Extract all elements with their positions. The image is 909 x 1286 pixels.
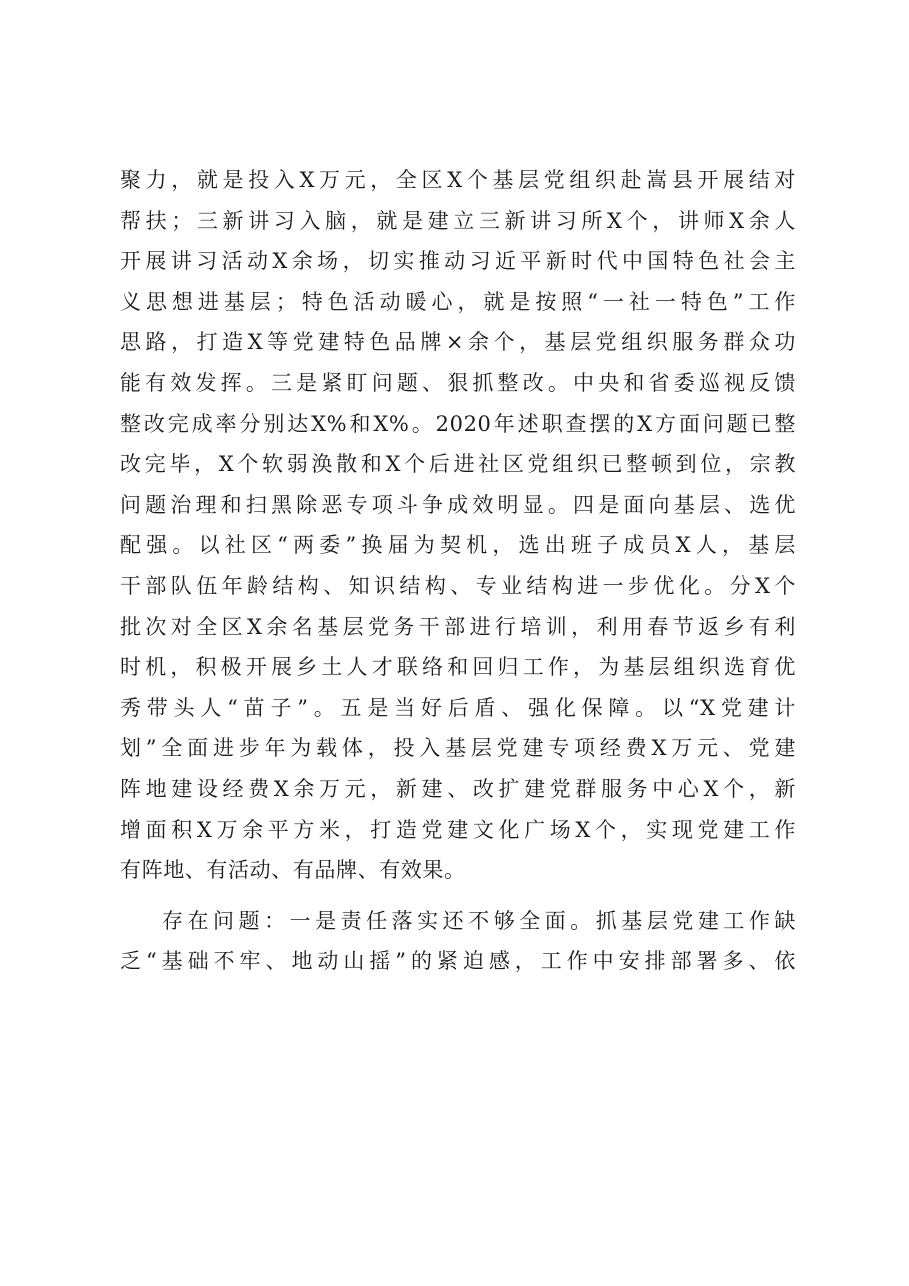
text-line: 开展讲习活动X余场，切实推动习近平新时代中国特色社会主 — [120, 249, 796, 274]
text-line: 配强。以社区“两委”换届为契机，选出班子成员X人，基层 — [120, 533, 796, 558]
document-body — [120, 160, 796, 982]
text-line: 义思想进基层；特色活动暖心，就是按照“一社一特色”工作 — [120, 289, 796, 314]
text-line: 阵地建设经费X余万元，新建、改扩建党群服务中心X个，新 — [120, 776, 796, 801]
text-line: 增面积X万余平方米，打造党建文化广场X个，实现党建工作 — [120, 817, 796, 842]
text-line: 聚力，就是投入X万元，全区X个基层党组织赴嵩县开展结对 — [120, 168, 796, 192]
text-line: 干部队伍年龄结构、知识结构、专业结构进一步优化。分X个 — [120, 573, 796, 598]
text-line: 整改完成率分别达X%和X%。2020年述职查摆的X方面问题已整 — [120, 411, 796, 436]
text-line: 秀带头人“苗子”。五是当好后盾、强化保障。以“X党建计 — [120, 695, 796, 720]
text-line: 有阵地、有活动、有品牌、有效果。 — [120, 858, 466, 883]
text-line: 乏“基础不牢、地动山摇”的紧迫感，工作中安排部署多、依 — [120, 949, 796, 974]
text-line: 帮扶；三新讲习入脑，就是建立三新讲习所X个，讲师X余人 — [120, 208, 796, 233]
text-line: 存在问题：一是责任落实还不够全面。抓基层党建工作缺 — [162, 908, 796, 933]
text-line: 问题治理和扫黑除恶专项斗争成效明显。四是面向基层、选优 — [120, 492, 796, 517]
text-line: 能有效发挥。三是紧盯问题、狠抓整改。中央和省委巡视反馈 — [120, 370, 796, 395]
paragraph-2 — [120, 901, 796, 982]
paragraph-spacer — [120, 891, 796, 901]
text-line: 时机，积极开展乡土人才联络和回归工作，为基层组织选育优 — [120, 655, 796, 680]
paragraph-1 — [120, 160, 796, 891]
text-line: 改完毕，X个软弱涣散和X个后进社区党组织已整顿到位，宗教 — [120, 452, 796, 477]
text-line: 划”全面进步年为载体，投入基层党建专项经费X万元、党建 — [120, 736, 796, 761]
text-line: 批次对全区X余名基层党务干部进行培训，利用春节返乡有利 — [120, 614, 796, 639]
text-line: 思路，打造X等党建特色品牌×余个，基层党组织服务群众功 — [120, 330, 796, 355]
